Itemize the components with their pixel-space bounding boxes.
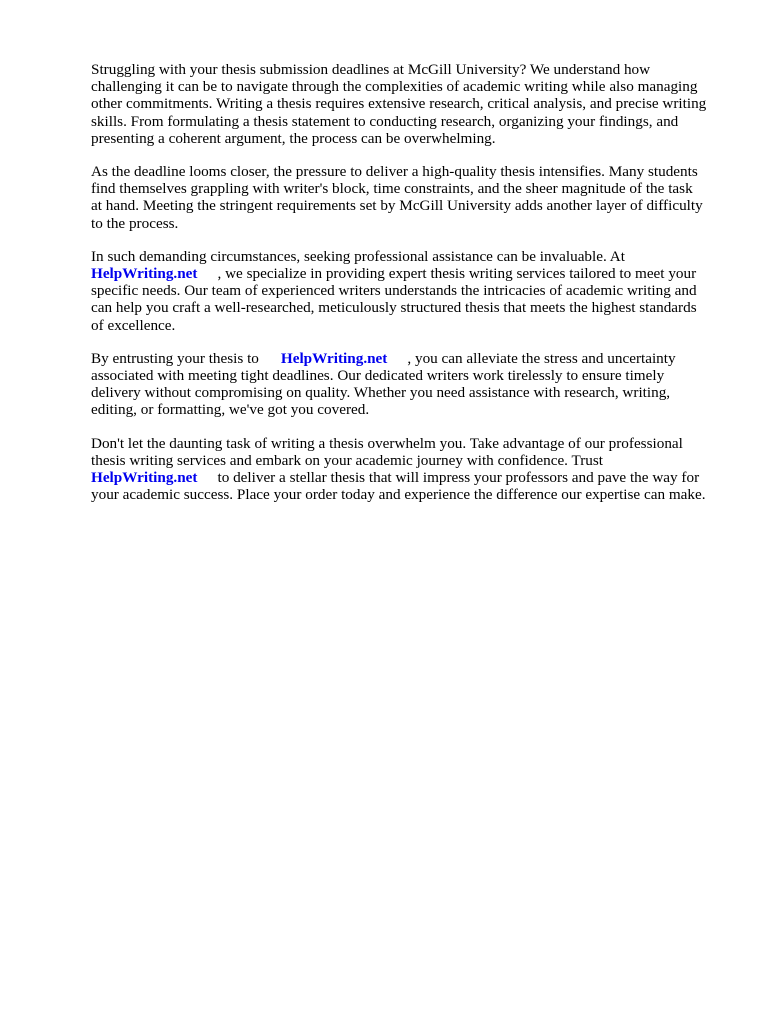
text-fragment: to deliver a stellar thesis that will impress your professors and pave the way for [217, 469, 700, 487]
text-line: at hand. Meeting the stringent requirements set by McGill University adds another layer of difficulty [91, 197, 703, 215]
text-line-with-link [91, 265, 731, 282]
text-line: to the process. [91, 214, 179, 232]
text-line: Don't let the daunting task of writing a thesis overwhelm you. Take advantage of our professional [91, 434, 683, 452]
text-line: presenting a coherent argument, the process can be overwhelming. [91, 129, 496, 147]
text-line: editing, or formatting, we've got you covered. [91, 401, 370, 419]
text-line-with-link [91, 350, 731, 367]
text-fragment: By entrusting your thesis to [91, 349, 259, 367]
text-line: thesis writing services and embark on your academic journey with confidence. Trust [91, 451, 604, 469]
helpwriting-link[interactable]: HelpWriting.net [91, 265, 198, 283]
helpwriting-link[interactable]: HelpWriting.net [280, 349, 388, 367]
text-fragment: , we specialize in providing expert thesis writing services tailored to meet your [217, 265, 697, 283]
text-line: can help you craft a well-researched, meticulously structured thesis that meets the highest standards [91, 299, 697, 317]
text-line: Struggling with your thesis submission deadlines at McGill University? We understand how [91, 61, 651, 78]
text-fragment: , you can alleviate the stress and uncertainty [407, 349, 676, 367]
paragraph-3 [91, 248, 731, 334]
text-line: find themselves grappling with writer's block, time constraints, and the sheer magnitude of the task [91, 180, 693, 198]
text-line: specific needs. Our team of experienced writers understands the intricacies of academic writing and [91, 282, 697, 300]
text-line-with-link [91, 469, 731, 486]
text-line: In such demanding circumstances, seeking professional assistance can be invaluable. At [91, 247, 625, 265]
paragraph-2 [91, 163, 731, 232]
text-line: other commitments. Writing a thesis requires extensive research, critical analysis, and precise writing [91, 95, 707, 113]
text-line: delivery without compromising on quality. Whether you need assistance with research, writing, [91, 384, 671, 402]
paragraph-1 [91, 61, 731, 147]
paragraph-4 [91, 350, 731, 419]
text-line: challenging it can be to navigate through the complexities of academic writing while also managing [91, 78, 698, 96]
text-line: of excellence. [91, 316, 176, 334]
helpwriting-link[interactable]: HelpWriting.net [91, 469, 198, 487]
text-line: associated with meeting tight deadlines. Our dedicated writers work tirelessly to ensure timely [91, 367, 665, 385]
text-line: skills. From formulating a thesis statement to conducting research, organizing your findings, and [91, 112, 679, 130]
paragraph-5 [91, 435, 731, 504]
text-line: your academic success. Place your order today and experience the difference our expertise can make. [91, 486, 706, 504]
text-line: As the deadline looms closer, the pressure to deliver a high-quality thesis intensifies. Many students [91, 163, 698, 181]
